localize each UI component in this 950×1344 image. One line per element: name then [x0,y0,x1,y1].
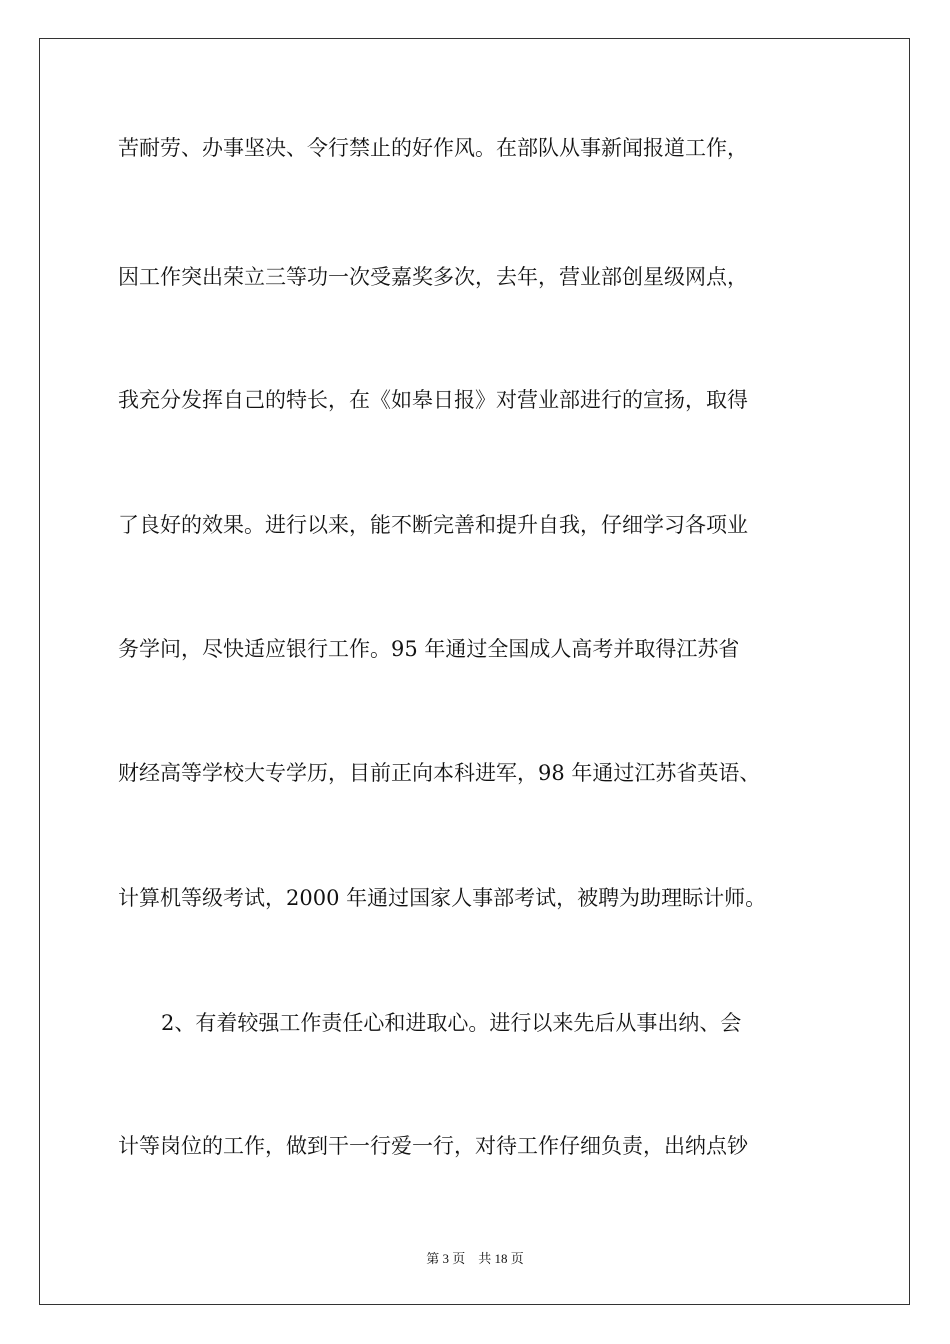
text-line: 了良好的效果。进行以来，能不断完善和提升自我，仔细学习各项业 [118,513,748,537]
text-line: 计算机等级考试，2000 年通过国家人事部考试，被聘为助理眎计师。 [118,886,767,910]
paragraph-start-line: 2、有着较强工作责任心和进取心。进行以来先后从事出纳、会 [161,1011,742,1035]
text-line: 财经高等学校大专学历，目前正向本科进军，98 年通过江苏省英语、 [118,761,761,785]
text-line: 我充分发挥自己的特长，在《如皋日报》对营业部进行的宣扬，取得 [118,388,748,412]
text-line: 因工作突出荣立三等功一次受嘉奖多次，去年，营业部创星级网点， [118,265,748,289]
page-border [39,38,910,1305]
text-line: 务学问，尽快适应银行工作。95 年通过全国成人高考并取得江苏省 [118,637,740,661]
page-number-footer: 第 3 页 共 18 页 [426,1251,524,1266]
text-line: 苦耐劳、办事坚决、令行禁止的好作风。在部队从事新闻报道工作， [118,136,748,160]
text-line: 计等岗位的工作，做到干一行爱一行，对待工作仔细负责，出纳点钞 [118,1134,748,1158]
